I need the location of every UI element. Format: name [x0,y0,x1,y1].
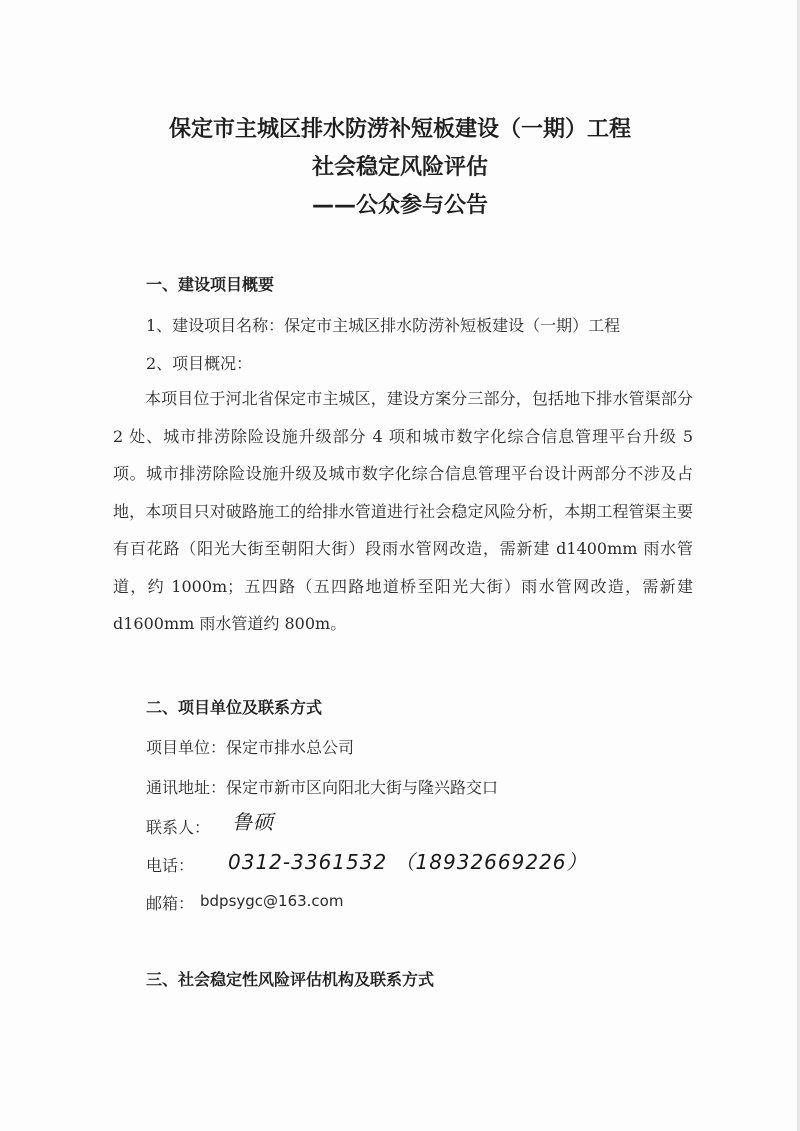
section2-heading: 二、项目单位及联系方式 [146,698,323,717]
contact-label: 联系人： [146,818,211,837]
email-address: bdpsygc@163.com [200,892,344,910]
title-line-1: 保定市主城区排水防涝补短板建设（一期）工程 [168,117,631,142]
section1-heading: 一、建设项目概要 [146,275,275,294]
project-name-item: 1、建设项目名称：保定市主城区排水防涝补短板建设（一期）工程 [146,316,621,335]
email-label: 邮箱： [146,894,195,913]
phone-handwritten: 0312-3361532 （18932669226） [228,850,588,874]
contact-name-handwritten: 鲁硕 [232,810,274,834]
mailing-address: 通讯地址：保定市新市区向阳北大街与隆兴路交口 [146,778,499,797]
section3-heading: 三、社会稳定性风险评估机构及联系方式 [146,970,435,989]
title-line-2: 社会稳定风险评估 [311,155,488,180]
title-line-3: ——公众参与公告 [311,193,488,218]
project-unit: 项目单位：保定市排水总公司 [146,738,355,757]
project-overview-label: 2、项目概况： [146,354,253,373]
project-overview-body: 本项目位于河北省保定市主城区，建设方案分三部分，包括地下排水管渠部分 2 处、城市排涝除险设施升级部分 4 项和城市数字化综合信息管理平台升级 5 项。城市排涝除险设施升级及城市数字化综合信息管理平台设计两部分不涉及占地，本项目只对破路施工的给排水管道进行社会稳定风险分析，本期工程管渠主要有百花路（阳光大街至朝阳大街）段雨水管网改造，需新建 d1400mm 雨水管道，约 1000m；五四路（五四路地道桥至阳光大街）雨水管网改造，需新建 d1600mm 雨水管道约 800m。 [113,389,693,633]
phone-label: 电话： [146,856,195,875]
